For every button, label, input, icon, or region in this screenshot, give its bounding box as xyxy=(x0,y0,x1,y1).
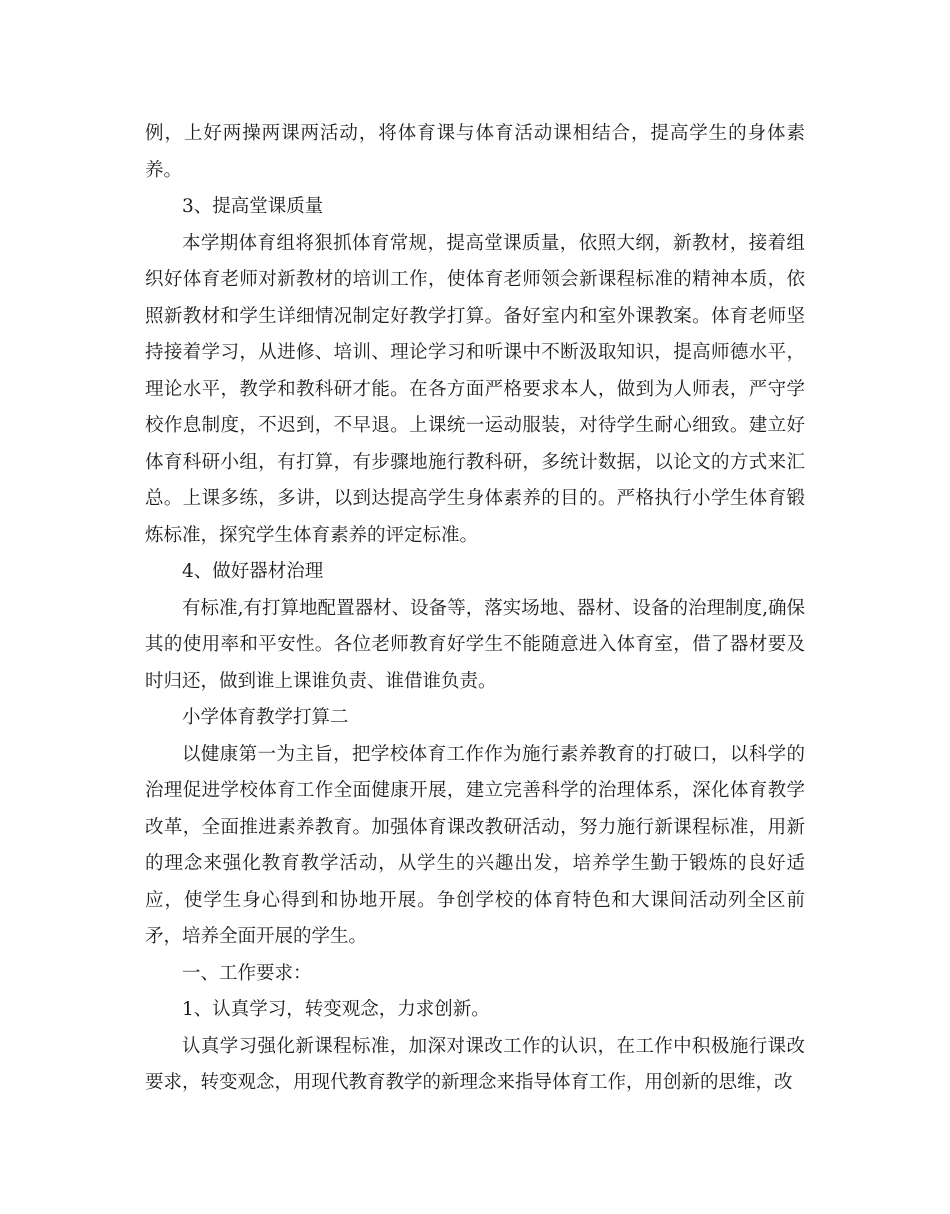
document-body xyxy=(145,116,805,1102)
heading-study-and-innovate: 1、认真学习，转变观念，力求创新。 xyxy=(182,999,490,1020)
paragraph-study-and-innovate: 认真学习强化新课程标准，加深对课改工作的认识，在工作中积极施行课改要求，转变观念，用现代教育教学的新理念来指导体育工作，用创新的思维，改 xyxy=(145,1035,805,1093)
heading-plan-two: 小学体育教学打算二 xyxy=(182,707,349,728)
paragraph-continuation: 例，上好两操两课两活动，将体育课与体育活动课相结合，提高学生的身体素养。 xyxy=(145,123,805,181)
paragraph-class-quality: 本学期体育组将狠抓体育常规，提高堂课质量，依照大纲，新教材，接着组织好体育老师对新教材的培训工作，使体育老师领会新课程标准的精神本质，依照新教材和学生详细情况制定好教学打算。备好室内和室外课教案。体育老师坚持接着学习，从进修、培训、理论学习和听课中不断汲取知识，提高师德水平，理论水平，教学和教科研才能。在各方面严格要求本人，做到为人师表，严守学校作息制度，不迟到，不早退。上课统一运动服装，对待学生耐心细致。建立好体育科研小组，有打算，有步骤地施行教科研，多统计数据，以论文的方式来汇总。上课多练，多讲，以到达提高学生身体素养的目的。严格执行小学生体育锻炼标准，探究学生体育素养的评定标准。 xyxy=(145,232,805,546)
paragraph-plan-two-intro: 以健康第一为主旨，把学校体育工作作为施行素养教育的打破口，以科学的治理促进学校体育工作全面健康开展，建立完善科学的治理体系，深化体育教学改革，全面推进素养教育。加强体育课改教研活动，努力施行新课程标准，用新的理念来强化教育教学活动，从学生的兴趣出发，培养学生勤于锻炼的良好适应，使学生身心得到和协地开展。争创学校的体育特色和大课间活动列全区前矛，培养全面开展的学生。 xyxy=(145,743,805,947)
heading-equipment-management: 4、做好器材治理 xyxy=(182,561,324,582)
heading-work-requirements: 一、工作要求： xyxy=(182,962,312,984)
paragraph-equipment-management: 有标准,有打算地配置器材、设备等，落实场地、器材、设备的治理制度,确保其的使用率和平安性。各位老师教育好学生不能随意进入体育室，借了器材要及时归还，做到谁上课谁负责、谁借谁负责。 xyxy=(145,597,805,692)
heading-improve-class-quality: 3、提高堂课质量 xyxy=(182,196,324,217)
